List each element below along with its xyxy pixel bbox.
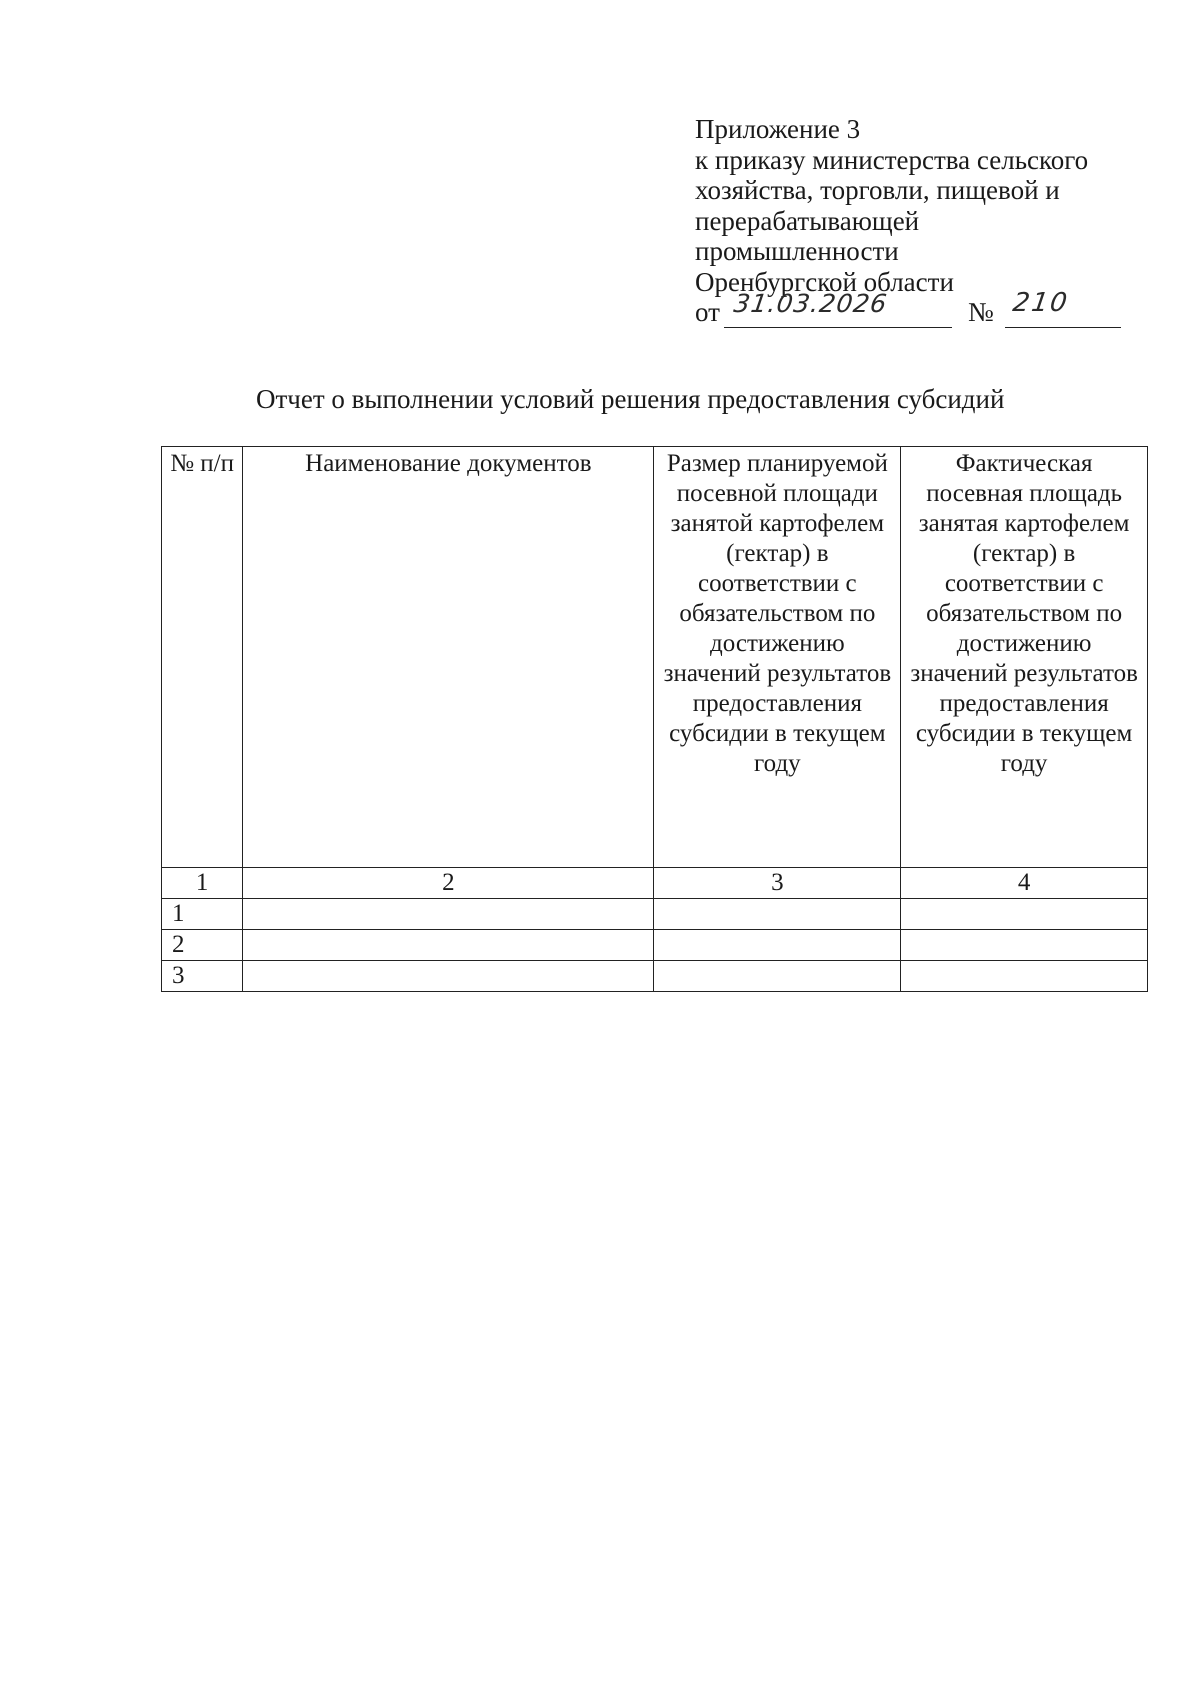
header-name: Наименование документов xyxy=(243,447,654,868)
column-index: 2 xyxy=(243,868,654,899)
header-actual xyxy=(901,447,1148,868)
row-planned-cell xyxy=(654,961,901,992)
appendix-line: к приказу министерства сельского xyxy=(695,144,1089,175)
appendix-line: Приложение 3 xyxy=(695,114,861,144)
header-planned-text: Размер планируемой посевной площади занятой картофелем (гектар) в соответствии с обязательством по достижению значений результатов предоставления субсидии в текущем году xyxy=(663,450,892,777)
column-index-row xyxy=(162,868,1148,899)
row-name-cell xyxy=(243,899,654,930)
report-table xyxy=(161,446,1148,992)
row-planned-cell xyxy=(654,930,901,961)
handwritten-date: 31.03.2026 xyxy=(732,289,890,318)
appendix-line: Оренбургской области xyxy=(695,266,954,297)
table-row xyxy=(162,930,1148,961)
row-planned-cell xyxy=(654,899,901,930)
handwritten-number: 210 xyxy=(1010,288,1071,318)
appendix-line: перерабатывающей xyxy=(695,205,920,236)
header-planned xyxy=(654,447,901,868)
header-num: № п/п xyxy=(162,447,243,868)
appendix-line: промышленности xyxy=(695,236,899,266)
column-index: 4 xyxy=(901,868,1148,899)
column-index: 3 xyxy=(654,868,901,899)
header-actual-text: Фактическая посевная площадь занятая картофелем (гектар) в соответствии с обязательством по достижению значений результатов предоставления субсидии в текущем году xyxy=(910,450,1138,777)
date-field xyxy=(724,289,952,328)
appendix-block xyxy=(695,114,1135,331)
appendix-line: хозяйства, торговли, пищевой и xyxy=(695,175,1060,205)
row-actual-cell xyxy=(901,899,1148,930)
row-number: 2 xyxy=(162,930,243,961)
number-field xyxy=(1005,288,1121,328)
row-actual-cell xyxy=(901,930,1148,961)
row-number: 3 xyxy=(162,961,243,992)
from-label: от xyxy=(695,297,720,327)
column-index: 1 xyxy=(162,868,243,899)
table-header-row xyxy=(162,447,1148,868)
table-row xyxy=(162,961,1148,992)
report-title: Отчет о выполнении условий решения предоставления субсидий xyxy=(256,384,1005,414)
row-number: 1 xyxy=(162,899,243,930)
number-label: № xyxy=(968,297,994,327)
row-name-cell xyxy=(243,961,654,992)
row-actual-cell xyxy=(901,961,1148,992)
order-date-number-line xyxy=(695,288,1135,331)
table-row xyxy=(162,899,1148,930)
row-name-cell xyxy=(243,930,654,961)
